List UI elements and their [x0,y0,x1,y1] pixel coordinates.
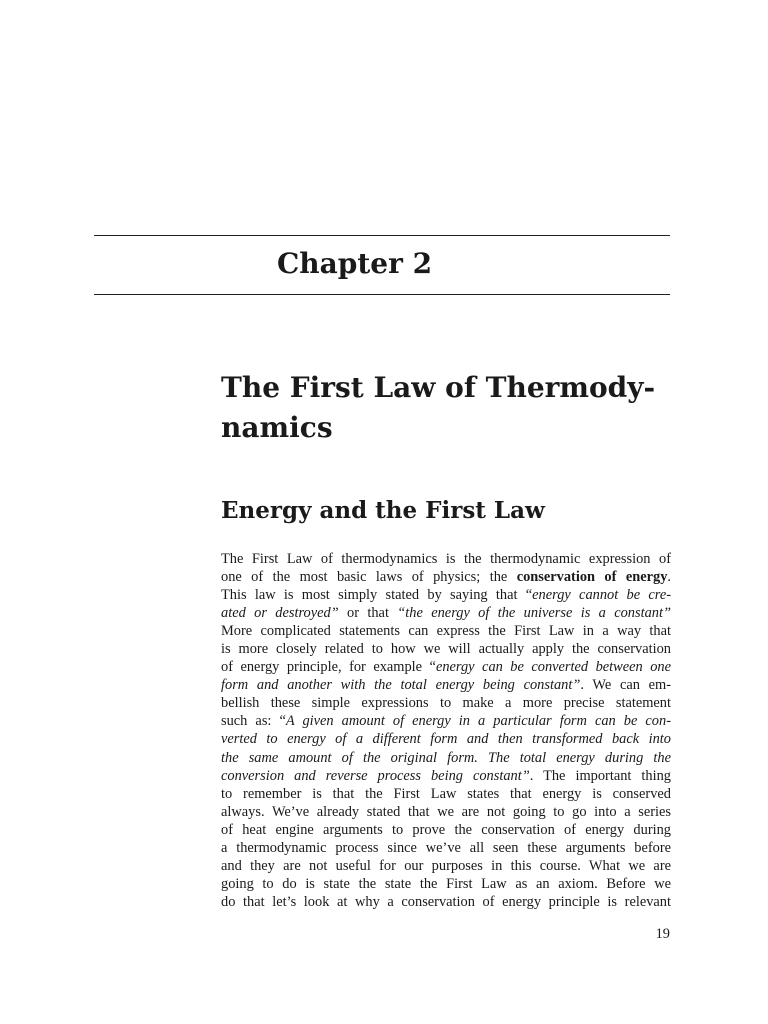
text-run: . We can em- [580,677,671,694]
chapter-rule-bottom [94,294,670,295]
body-line [221,839,671,857]
body-line [221,604,671,622]
italic-quote: energy can be converted between one [435,659,671,676]
text-run: to remember is that the First Law states that energy is conserved [221,785,671,802]
page-number: 19 [655,926,670,942]
italic-quote: energy cannot be cre- [532,587,671,604]
text-run: . [667,569,671,586]
text-run: always. We’ve already stated that we are not going to go into a series [221,803,671,820]
body-line [221,568,671,586]
chapter-title [221,368,681,448]
text-run: is more closely related to how we will actually apply the conservation [221,641,671,658]
body-line [221,893,671,911]
body-line [221,875,671,893]
italic-quote: form and another with the total energy being constant” [221,677,581,694]
italic-quote: ated or destroyed” [221,605,339,622]
text-run: of energy principle, for example “ [221,659,436,676]
chapter-heading: Chapter 2 [277,247,433,280]
body-line [221,785,671,803]
text-run: do that let’s look at why a conservation of energy principle is relevant [221,893,671,910]
body-line [221,658,671,676]
body-line [221,730,671,748]
italic-quote: A given amount of energy in a particular form can be con- [285,713,671,730]
text-run: This law is most simply stated by saying that “ [221,587,533,604]
text-run: of heat engine arguments to prove the conservation of energy during [221,821,671,838]
text-run: bellish these simple expressions to make a more precise statement [221,695,671,712]
text-run: a thermodynamic process since we’ve all seen these arguments before [221,839,671,856]
text-run: going to do is state the state the First Law as an axiom. Before we [221,875,671,892]
text-run: The First Law of thermodynamics is the thermodynamic expression of [221,551,671,567]
body-line [221,767,671,785]
body-line [221,550,671,568]
text-run: or that [338,605,398,622]
chapter-title-line-1: The First Law of Thermody- [221,371,656,404]
text-run: and they are not useful for our purposes in this course. What we are [221,857,671,874]
body-line [221,803,671,821]
bold-term: conservation of energy [516,569,668,586]
chapter-rule-top [94,235,670,236]
body-line [221,694,671,712]
section-heading: Energy and the First Law [221,497,545,524]
body-line [221,712,671,730]
body-line [221,821,671,839]
text-run: one of the most basic laws of physics; the [221,569,517,586]
body-line [221,640,671,658]
text-run: More complicated statements can express the First Law in a way that [221,623,671,640]
text-run: . The important thing [529,767,671,784]
body-line [221,749,671,767]
body-line [221,622,671,640]
body-line [221,586,671,604]
body-line [221,857,671,875]
italic-quote: the same amount of the original form. The total energy during the [221,749,671,766]
italic-quote: verted to energy of a different form and then transformed back into [221,731,671,748]
chapter-title-line-2: namics [221,411,333,444]
italic-quote: “the energy of the universe is a constant” [397,605,671,622]
text-run: such as: “ [221,713,286,730]
body-paragraph [221,550,671,911]
body-line [221,676,671,694]
italic-quote: conversion and reverse process being constant” [221,767,530,784]
